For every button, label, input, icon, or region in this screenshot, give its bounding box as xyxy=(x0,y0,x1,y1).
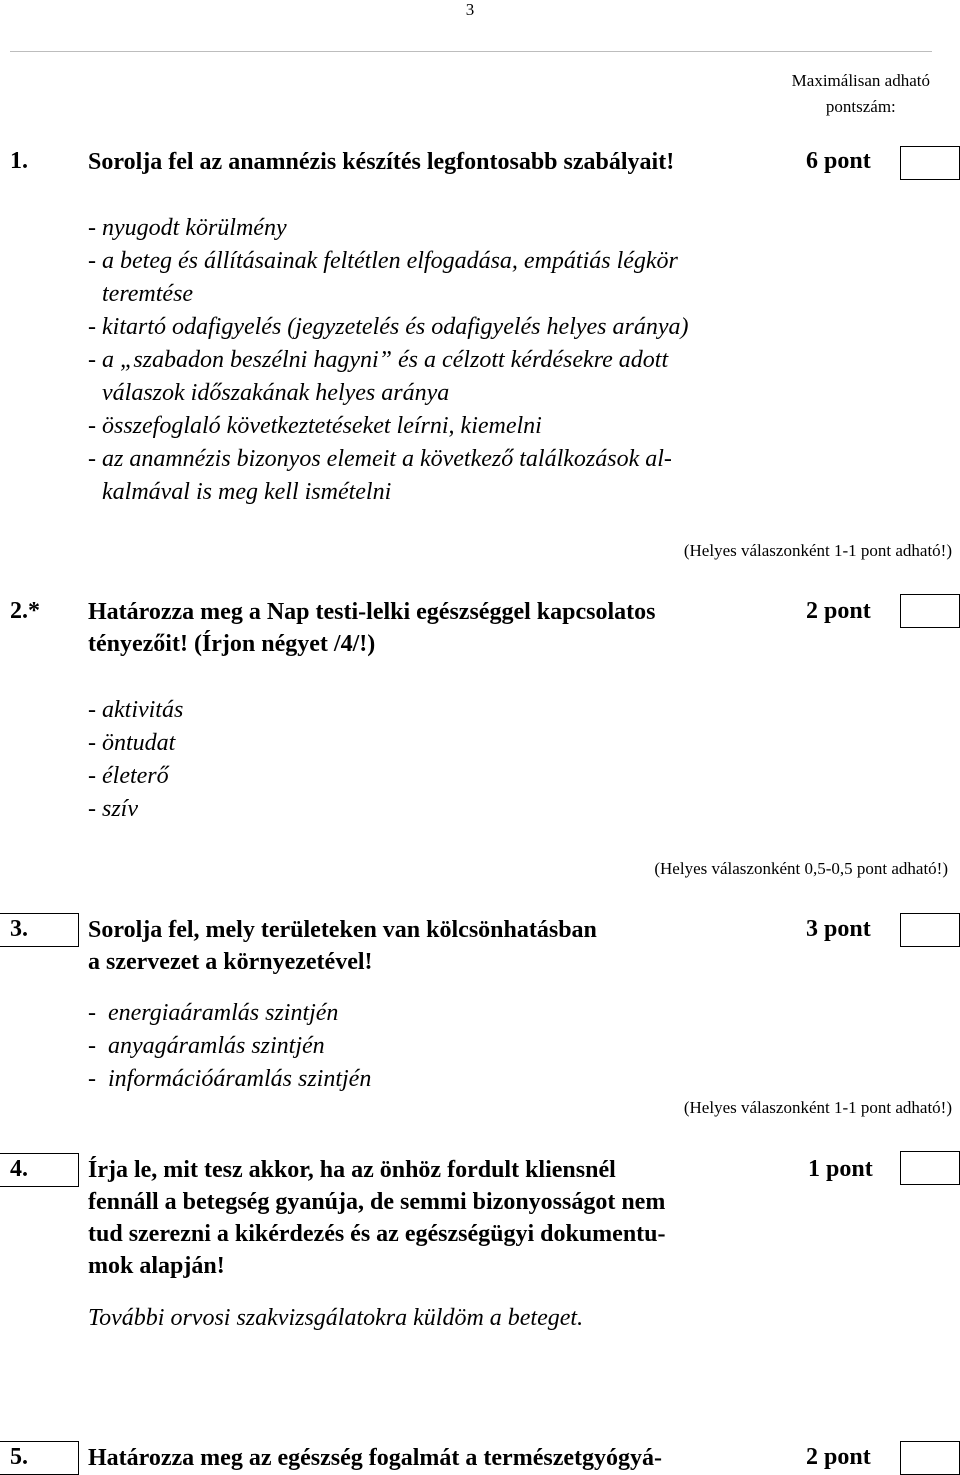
answer-list xyxy=(88,694,183,826)
score-box[interactable] xyxy=(900,913,960,947)
answer-line: - szív xyxy=(88,796,138,822)
question-text: Írja le, mit tesz akkor, ha az önhöz fordult kliensnél fennáll a betegség gyanúja, de semmi bizonyosságot nem tud szerezni a kikérdezés és az egészségügyi dokumentu- mok alapján! xyxy=(88,1157,666,1279)
answer-list xyxy=(88,1302,583,1335)
question-points: 3 pont xyxy=(806,916,871,942)
answer-line: - a beteg és állításainak feltétlen elfogadása, empátiás légkör xyxy=(88,248,678,274)
score-box[interactable] xyxy=(900,594,960,628)
answer-line: - életerő xyxy=(88,763,169,789)
question-number: 2.* xyxy=(10,598,40,624)
header-divider xyxy=(10,51,932,52)
answer-line: - aktivitás xyxy=(88,697,184,723)
max-points-label: Maximálisan adható pontszám: xyxy=(791,71,930,116)
page-number: 3 xyxy=(465,0,475,19)
answer-line: válaszok időszakának helyes aránya xyxy=(102,380,450,406)
question-number: 5. xyxy=(10,1444,28,1470)
question-points: 1 pont xyxy=(808,1156,873,1182)
scoring-note: (Helyes válaszonként 1-1 pont adható!) xyxy=(683,1098,952,1117)
answer-line: További orvosi szakvizsgálatokra küldöm a beteget. xyxy=(88,1305,584,1331)
answer-line: - információáramlás szintjén xyxy=(88,1066,372,1092)
answer-line: - energiaáramlás szintjén xyxy=(88,1000,339,1026)
question-text: Sorolja fel, mely területeken van kölcsönhatásban a szervezet a környezetével! xyxy=(88,917,597,975)
question-text: Határozza meg az egészség fogalmát a természetgyógyá- xyxy=(88,1445,662,1471)
answer-line: - öntudat xyxy=(88,730,176,756)
question-number: 4. xyxy=(10,1156,28,1182)
question-points: 2 pont xyxy=(806,1444,871,1470)
question-points: 6 pont xyxy=(806,148,871,174)
answer-line: - a „szabadon beszélni hagyni” és a célzott kérdésekre adott xyxy=(88,347,669,373)
scoring-note: (Helyes válaszonként 1-1 pont adható!) xyxy=(683,541,952,560)
answer-list xyxy=(88,997,371,1096)
answer-line: teremtése xyxy=(102,281,194,307)
question-text: Határozza meg a Nap testi-lelki egészséggel kapcsolatos tényezőit! (Írjon négyet /4/!) xyxy=(88,599,656,657)
score-box[interactable] xyxy=(900,1441,960,1475)
question-number: 3. xyxy=(10,916,28,942)
answer-line: - összefoglaló következtetéseket leírni, kiemelni xyxy=(88,413,542,439)
question-points: 2 pont xyxy=(806,598,871,624)
answer-line: kalmával is meg kell ismételni xyxy=(102,479,392,505)
scoring-note: (Helyes válaszonként 0,5-0,5 pont adható!) xyxy=(654,859,948,878)
answer-list xyxy=(88,212,688,509)
question-text: Sorolja fel az anamnézis készítés legfontosabb szabályait! xyxy=(88,149,675,175)
score-box[interactable] xyxy=(900,1151,960,1185)
answer-line: - kitartó odafigyelés (jegyzetelés és odafigyelés helyes aránya) xyxy=(88,314,689,340)
answer-line: - az anamnézis bizonyos elemeit a következő találkozások al- xyxy=(88,446,672,472)
question-number: 1. xyxy=(10,148,28,174)
score-box[interactable] xyxy=(900,146,960,180)
answer-line: - anyagáramlás szintjén xyxy=(88,1033,325,1059)
answer-line: - nyugodt körülmény xyxy=(88,215,287,241)
